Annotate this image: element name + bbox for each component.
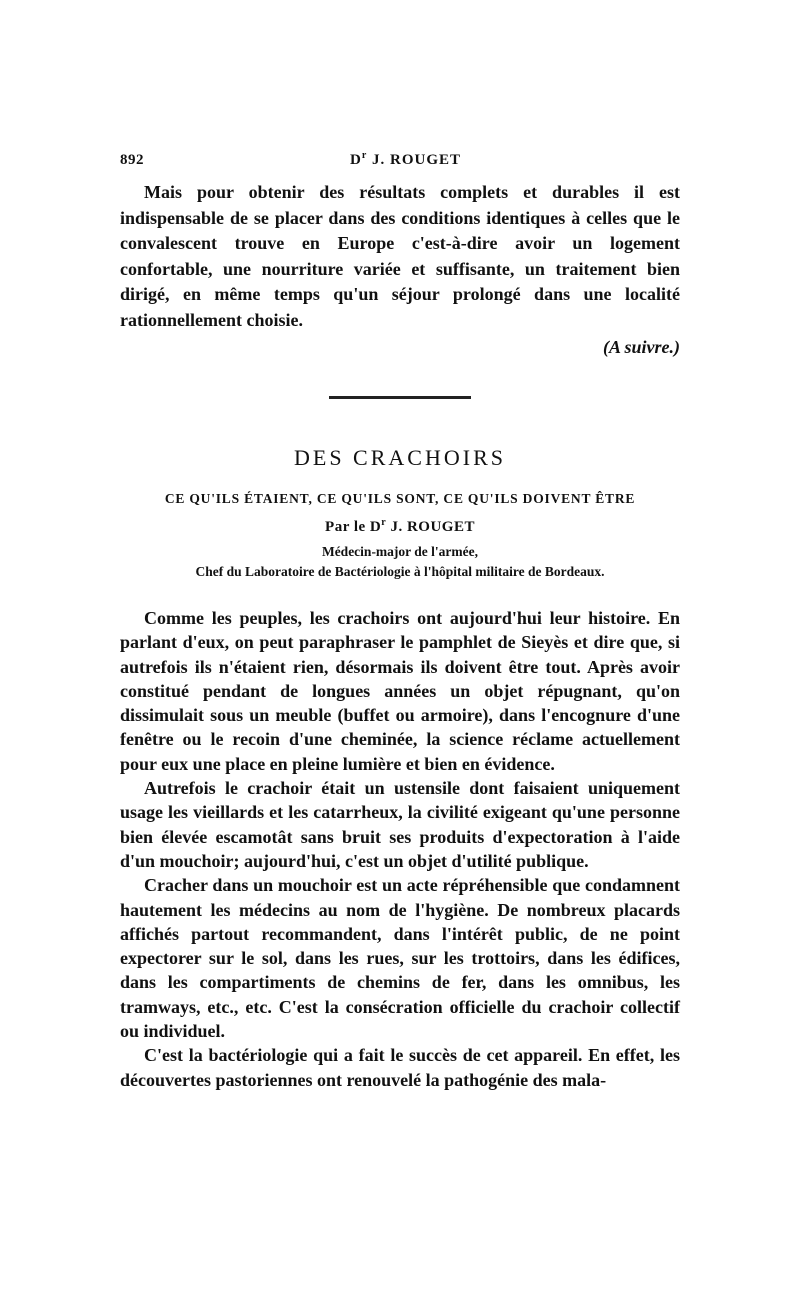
article-paragraph-4: C'est la bactériologie qui a fait le succès de cet appareil. En effet, les découvertes pastoriennes ont renouvelé la pathogénie des mala- [120, 1045, 680, 1090]
byline [120, 517, 680, 536]
continued-note: (A suivre.) [602, 337, 680, 357]
article-paragraph-2: Autrefois le crachoir était un ustensile dont faisaient uniquement usage les vieillards et les catarrheux, la civilité exigeant qu'une personne bien élevée escamotât sans bruit ses produits d'expectoration à l'aide d'un mouchoir; aujourd'hui, c'est un objet d'utilité publique. [120, 778, 680, 871]
section-divider [329, 396, 471, 399]
article-title: DES CRACHOIRS [294, 445, 506, 470]
article-subtitle: CE QU'ILS ÉTAIENT, CE QU'ILS SONT, CE QU'ILS DOIVENT ÊTRE [164, 491, 636, 506]
running-title-prefix: D [350, 152, 362, 168]
byline-name: J. ROUGET [386, 519, 475, 535]
article-body [120, 606, 680, 1092]
book-page [120, 150, 680, 1092]
running-title-name: J. ROUGET [372, 152, 462, 168]
previous-article-paragraph: Mais pour obtenir des résultats complets et durables il est indispensable de se placer dans des conditions identiques à celles que le convalescent trouve en Europe c'est-à-dire avoir un logement confortable, une nourriture variée et suffisante, un traitement bien dirigé, en même temps qu'un séjour prolongé dans une localité rationnellement choisie. [120, 182, 680, 330]
running-title [350, 150, 461, 169]
byline-sup: r [381, 517, 387, 528]
byline-prefix: Par le D [325, 519, 382, 535]
page-number: 892 [120, 152, 144, 168]
running-head [120, 150, 680, 172]
article-paragraph-3: Cracher dans un mouchoir est un acte répréhensible que condamnent hautement les médecins au nom de l'hygiène. De nombreux placards affichés partout recommandent, dans l'intérêt public, de ne point expectorer sur le sol, dans les rues, sur les trottoirs, dans les édifices, dans les compartiments de chemins de fer, dans les omnibus, les tramways, etc., etc. C'est la consécration officielle du crachoir collectif ou individuel. [120, 875, 680, 1042]
affiliation-line-2: Chef du Laboratoire de Bactériologie à l'hôpital militaire de Bordeaux. [195, 564, 605, 579]
running-title-sup: r [361, 150, 368, 161]
affiliation-line-1: Médecin-major de l'armée, [321, 544, 479, 559]
author-affiliation [120, 542, 680, 582]
article-paragraph-1: Comme les peuples, les crachoirs ont aujourd'hui leur histoire. En parlant d'eux, on peut paraphraser le pamphlet de Sieyès et dire que, si autrefois ils n'étaient rien, désormais ils doivent être tout. Après avoir constitué pendant de longues années un objet répugnant, qu'on dissimulait sous un meuble (buffet ou armoire), dans l'encognure d'une fenêtre ou le recoin d'une cheminée, la science réclame actuellement pour eux une place en pleine lumière et bien en évidence. [120, 608, 680, 774]
